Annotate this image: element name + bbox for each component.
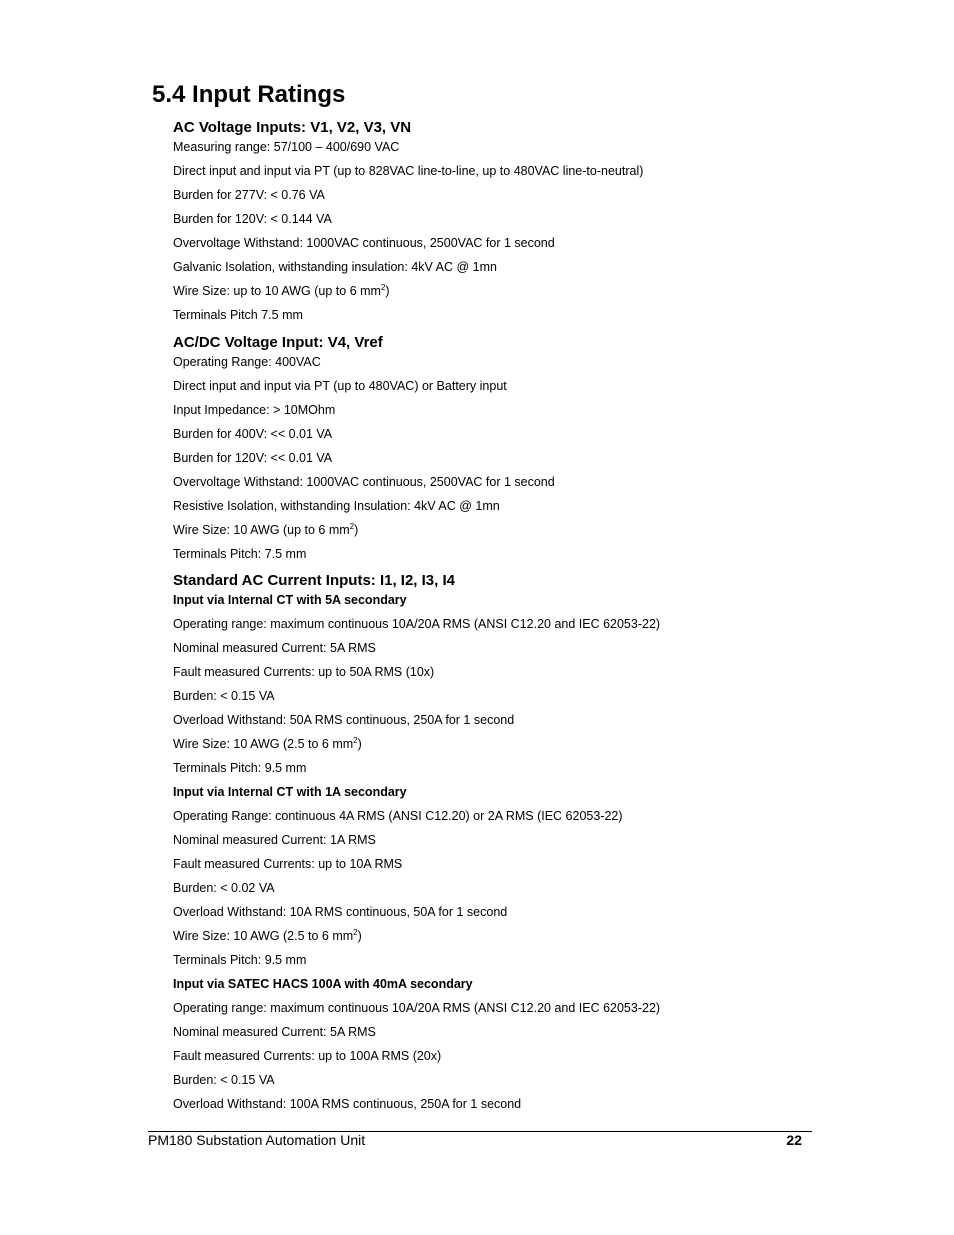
ac-wire-size: Wire Size: up to 10 AWG (up to 6 $mm^2$) — [173, 282, 390, 298]
ct1-terminals-pitch: Terminals Pitch: 9.5 mm — [173, 953, 307, 967]
acdc-overvoltage: Overvoltage Withstand: 1000VAC continuous, 2500VAC for 1 second — [173, 475, 555, 489]
ct5-nominal-current: Nominal measured Current: 5A RMS — [173, 641, 376, 655]
ac-terminals-pitch: Terminals Pitch 7.5 mm — [173, 308, 303, 322]
hacs-operating-range: Operating range: maximum continuous 10A/20A RMS (ANSI C12.20 and IEC 62053-22) — [173, 1001, 661, 1015]
current-section — [173, 572, 833, 1112]
footer-page-number: 22 — [786, 1132, 802, 1148]
ac-burden-120: Burden for 120V: < 0.144 VA — [173, 212, 332, 226]
acdc-direct-input: Direct input and input via PT (up to 480VAC) or Battery input — [173, 379, 507, 393]
ac-burden-277: Burden for 277V: < 0.76 VA — [173, 188, 325, 202]
acdc-operating-range: Operating Range: 400VAC — [173, 355, 321, 369]
ct1-burden: Burden: < 0.02 VA — [173, 881, 275, 895]
acdc-impedance: Input Impedance: > 10MOhm — [173, 403, 336, 417]
hacs-burden: Burden: < 0.15 VA — [173, 1073, 275, 1087]
hacs-subheading: Input via SATEC HACS 100A with 40mA secondary — [173, 977, 473, 991]
ac-voltage-heading: AC Voltage Inputs: V1, V2, V3, VN — [173, 119, 412, 136]
acdc-burden-120: Burden for 120V: << 0.01 VA — [173, 451, 333, 465]
ac-voltage-section — [173, 119, 833, 323]
ac-overvoltage: Overvoltage Withstand: 1000VAC continuous, 2500VAC for 1 second — [173, 236, 555, 250]
hacs-fault-current: Fault measured Currents: up to 100A RMS (20x) — [173, 1049, 442, 1063]
acdc-voltage-section — [173, 334, 833, 562]
ct5-fault-current: Fault measured Currents: up to 50A RMS (10x) — [173, 665, 435, 679]
acdc-wire-size: Wire Size: 10 AWG (up to 6 $mm^2$) — [173, 521, 359, 537]
footer-document-title: PM180 Substation Automation Unit — [148, 1132, 366, 1148]
ct1-wire-size: Wire Size: 10 AWG (2.5 to 6 $mm^2$) — [173, 927, 362, 943]
hacs-nominal-current: Nominal measured Current: 5A RMS — [173, 1025, 376, 1039]
current-heading: Standard AC Current Inputs: I1, I2, I3, I4 — [173, 572, 455, 589]
ct1-overload: Overload Withstand: 10A RMS continuous, 50A for 1 second — [173, 905, 508, 919]
ct1-subheading: Input via Internal CT with 1A secondary — [173, 785, 407, 799]
acdc-burden-400: Burden for 400V: << 0.01 VA — [173, 427, 333, 441]
ac-measuring-range: Measuring range: 57/100 – 400/690 VAC — [173, 140, 400, 154]
ct1-fault-current: Fault measured Currents: up to 10A RMS — [173, 857, 403, 871]
ct5-wire-size: Wire Size: 10 AWG (2.5 to 6 $mm^2$) — [173, 735, 362, 751]
ct5-overload: Overload Withstand: 50A RMS continuous, 250A for 1 second — [173, 713, 515, 727]
ac-isolation: Galvanic Isolation, withstanding insulation: 4kV AC @ 1mn — [173, 260, 497, 274]
ct1-nominal-current: Nominal measured Current: 1A RMS — [173, 833, 376, 847]
hacs-overload: Overload Withstand: 100A RMS continuous, 250A for 1 second — [173, 1097, 522, 1111]
ct1-operating-range: Operating Range: continuous 4A RMS (ANSI C12.20) or 2A RMS (IEC 62053-22) — [173, 809, 623, 823]
ct5-operating-range: Operating range: maximum continuous 10A/20A RMS (ANSI C12.20 and IEC 62053-22) — [173, 617, 661, 631]
ct5-burden: Burden: < 0.15 VA — [173, 689, 275, 703]
ct5-terminals-pitch: Terminals Pitch: 9.5 mm — [173, 761, 307, 775]
acdc-voltage-heading: AC/DC Voltage Input: V4, Vref — [173, 334, 383, 351]
page-title: 5.4 Input Ratings — [152, 81, 346, 108]
ct5-subheading: Input via Internal CT with 5A secondary — [173, 593, 407, 607]
acdc-terminals-pitch: Terminals Pitch: 7.5 mm — [173, 547, 307, 561]
ac-direct-input: Direct input and input via PT (up to 828VAC line-to-line, up to 480VAC line-to-neutral) — [173, 164, 644, 178]
acdc-isolation: Resistive Isolation, withstanding Insulation: 4kV AC @ 1mn — [173, 499, 500, 513]
